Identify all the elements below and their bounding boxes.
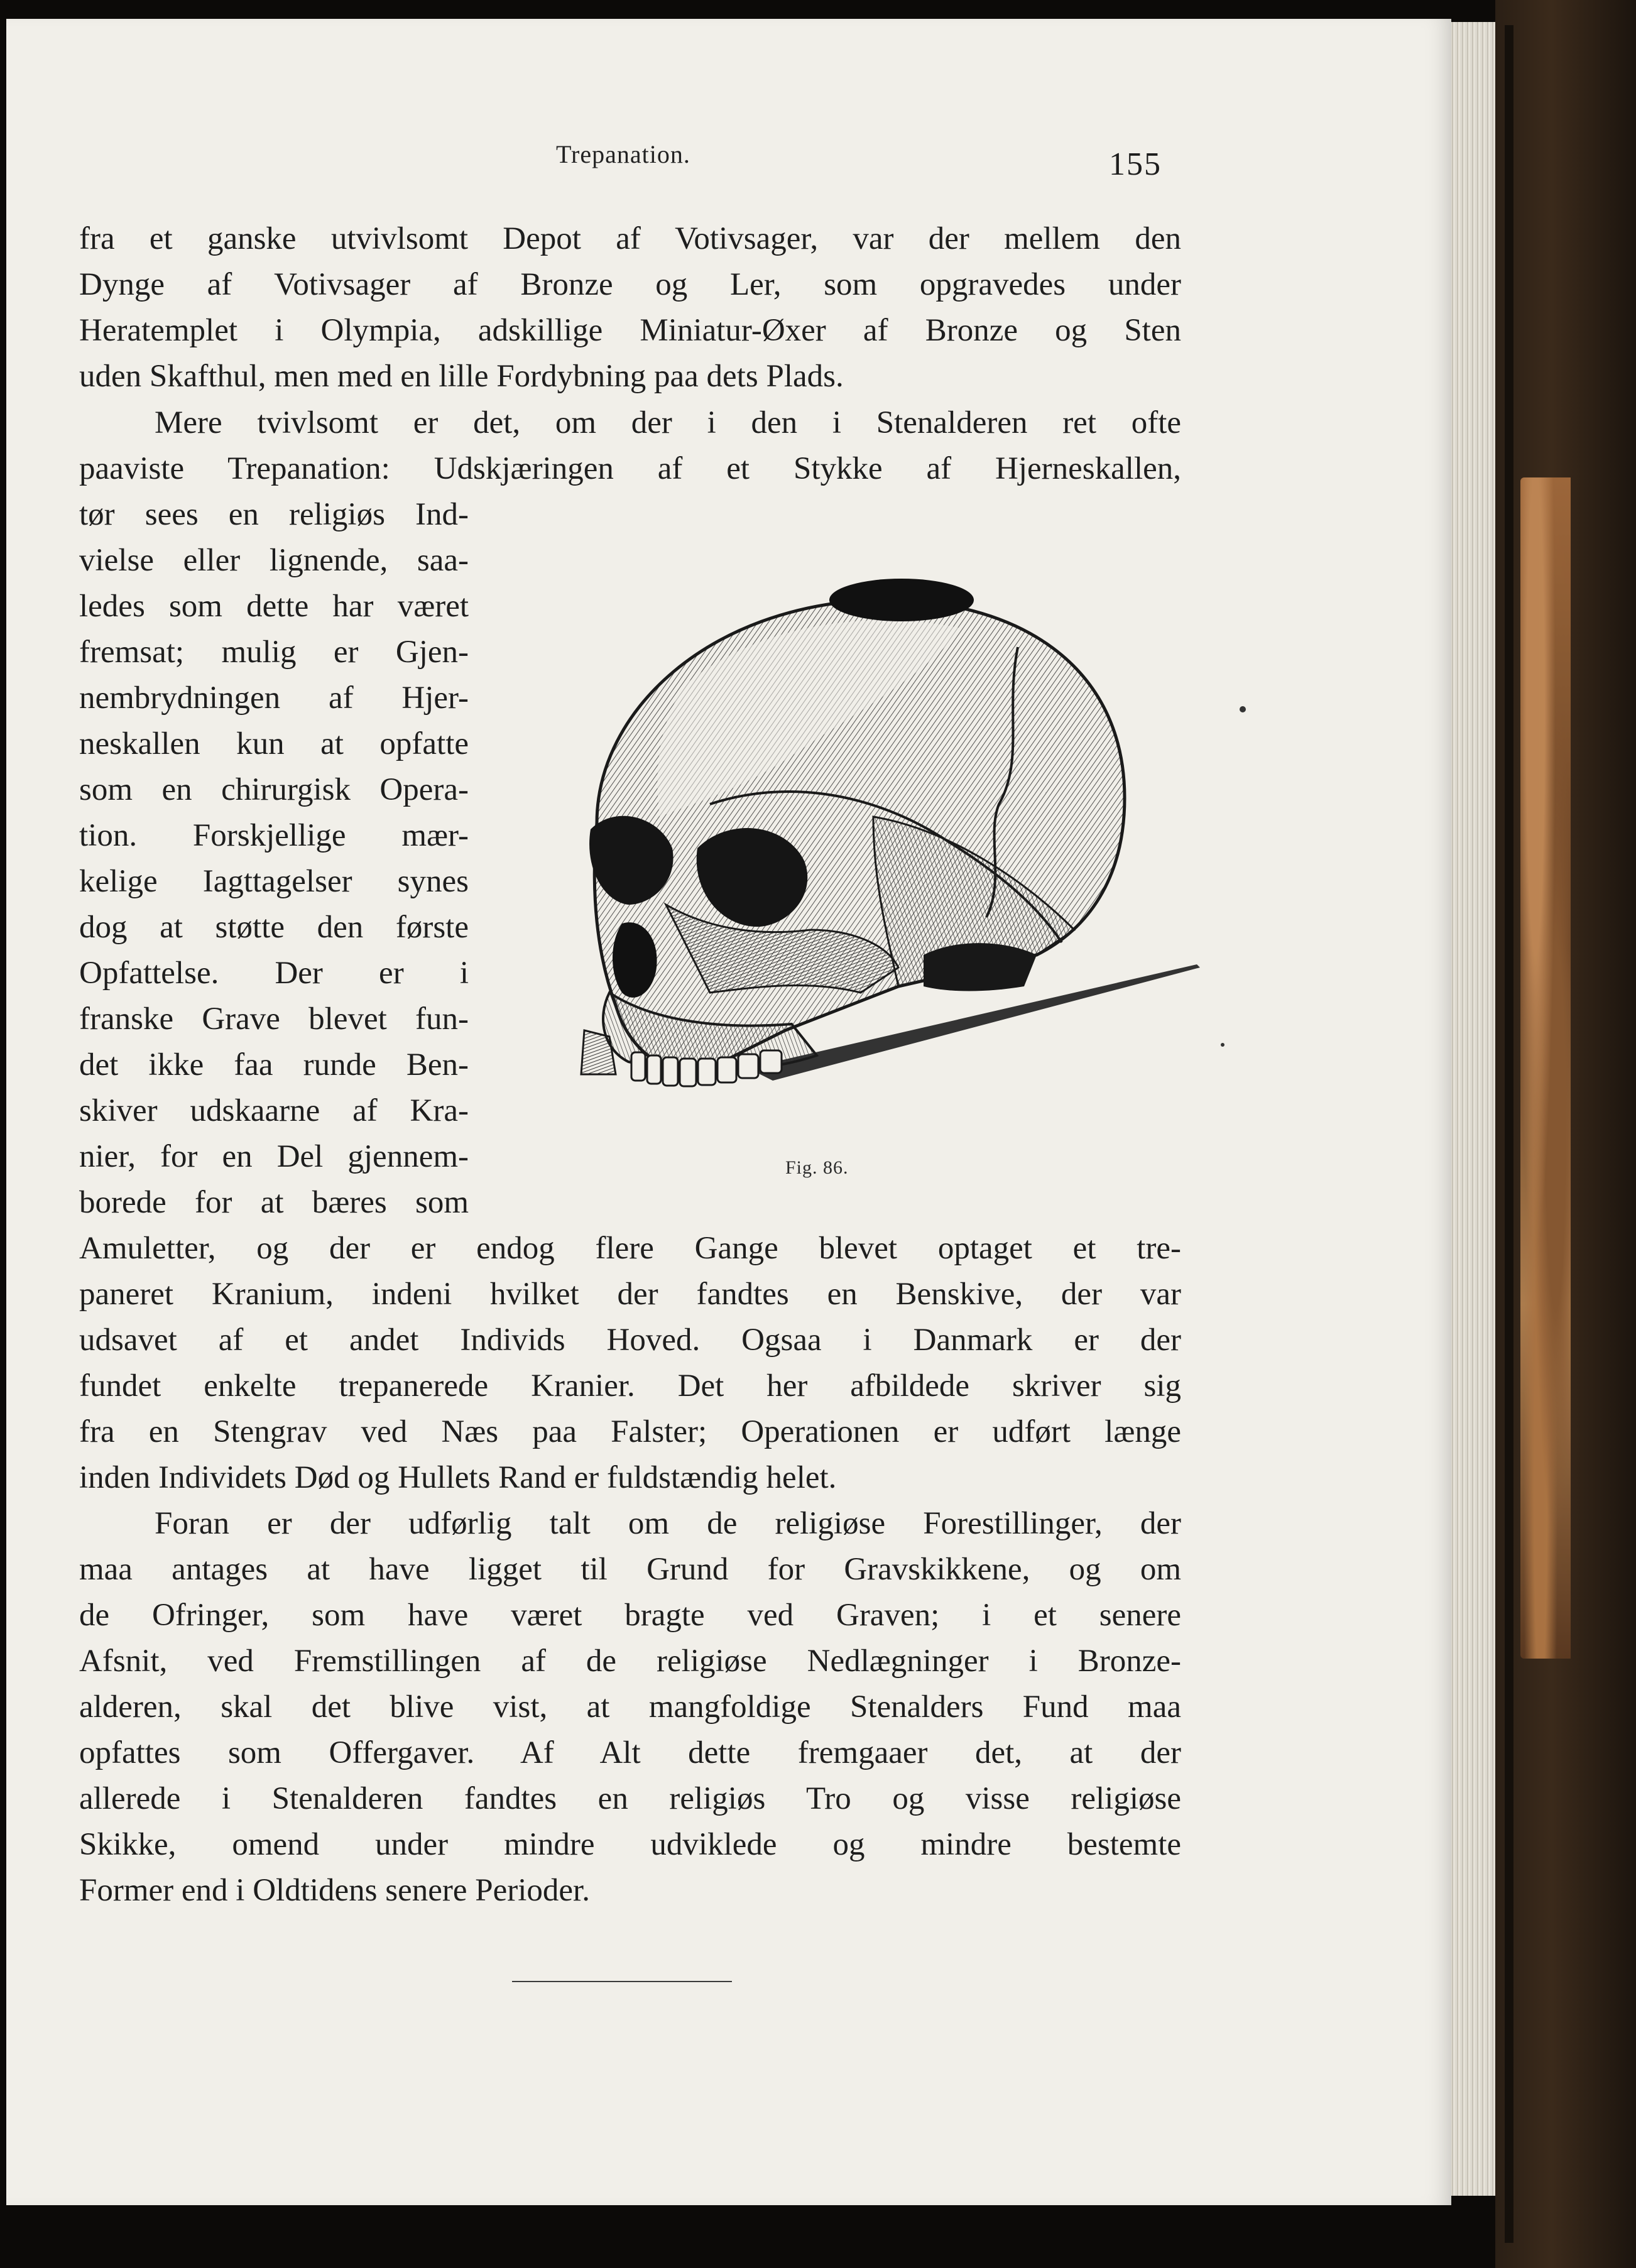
text-line: opfattes som Offergaver. Af Alt dette fremgaaer det, at der [79, 1735, 1181, 1770]
text-line: skiver udskaarne af Kra- [79, 1093, 469, 1128]
text-line: alderen, skal det blive vist, at mangfoldige Stenalders Fund maa [79, 1689, 1181, 1725]
text-line: franske Grave blevet fun- [79, 1001, 469, 1037]
text-line: paneret Kranium, indeni hvilket der fandtes en Benskive, der var [79, 1277, 1181, 1312]
text-line: kelige Iagttagelser synes [79, 864, 469, 899]
running-head: Trepanation. [556, 140, 690, 168]
text-line: inden Individets Død og Hullets Rand er fuldstændig helet. [79, 1460, 837, 1495]
text-line: de Ofringer, som have været bragte ved Graven; i et senere [79, 1598, 1181, 1633]
text-line: det ikke faa runde Ben- [79, 1047, 469, 1082]
text-line: Heratemplet i Olympia, adskillige Miniatur-Øxer af Bronze og Sten [79, 313, 1181, 348]
text-line: Dynge af Votivsager af Bronze og Ler, som opgravedes under [79, 267, 1181, 302]
text-line: Afsnit, ved Fremstillingen af de religiøse Nedlægninger i Bronze- [79, 1644, 1181, 1679]
text-line: maa antages at have ligget til Grund for Gravskikkene, og om [79, 1552, 1181, 1587]
text-line: tion. Forskjellige mær- [79, 818, 469, 853]
text-line: som en chirurgisk Opera- [79, 772, 469, 807]
text-line: Mere tvivlsomt er det, om der i den i Stenalderen ret ofte [155, 405, 1181, 440]
section-end-rule [512, 1981, 732, 1982]
text-line: fundet enkelte trepanerede Kranier. Det her afbildede skriver sig [79, 1368, 1181, 1404]
text-line: paaviste Trepanation: Udskjæringen af et Stykke af Hjerneskallen, [79, 451, 1181, 486]
figure-caption: Fig. 86. [785, 1157, 849, 1178]
skull-illustration [521, 553, 1200, 1143]
text-line: nembrydningen af Hjer- [79, 680, 469, 716]
text-line: uden Skafthul, men med en lille Fordybning paa dets Plads. [79, 359, 844, 394]
text-line: neskallen kun at opfatte [79, 726, 469, 761]
text-line: Amuletter, og der er endog flere Gange blevet optaget et tre- [79, 1231, 1181, 1266]
text-line: dog at støtte den første [79, 910, 469, 945]
marbled-cover-patch [1520, 477, 1571, 1659]
text-line: fra en Stengrav ved Næs paa Falster; Operationen er udført længe [79, 1414, 1181, 1449]
text-line: fremsat; mulig er Gjen- [79, 635, 469, 670]
text-line: Opfattelse. Der er i [79, 956, 469, 991]
text-line: Former end i Oldtidens senere Perioder. [79, 1873, 590, 1908]
page-number: 155 [1109, 146, 1162, 182]
text-line: borede for at bæres som [79, 1185, 469, 1220]
text-line: Foran er der udførlig talt om de religiøse Forestillinger, der [155, 1506, 1181, 1541]
print-speck [1240, 706, 1246, 712]
text-line: udsavet af et andet Individs Hoved. Ogsaa i Danmark er der [79, 1322, 1181, 1358]
text-line: Skikke, omend under mindre udviklede og mindre bestemte [79, 1827, 1181, 1862]
text-line: ledes som dette har været [79, 589, 469, 624]
cover-edge [1505, 25, 1513, 2243]
print-speck [1221, 1043, 1224, 1047]
text-line: allerede i Stenalderen fandtes en religiøs Tro og visse religiøse [79, 1781, 1181, 1816]
text-line: tør sees en religiøs Ind- [79, 497, 469, 532]
text-line: nier, for en Del gjennem- [79, 1139, 469, 1174]
text-line: fra et ganske utvivlsomt Depot af Votivsager, var der mellem den [79, 221, 1181, 256]
skull-engraving-icon [521, 553, 1200, 1143]
page-edges [1445, 22, 1495, 2196]
text-line: vielse eller lignende, saa- [79, 543, 469, 578]
